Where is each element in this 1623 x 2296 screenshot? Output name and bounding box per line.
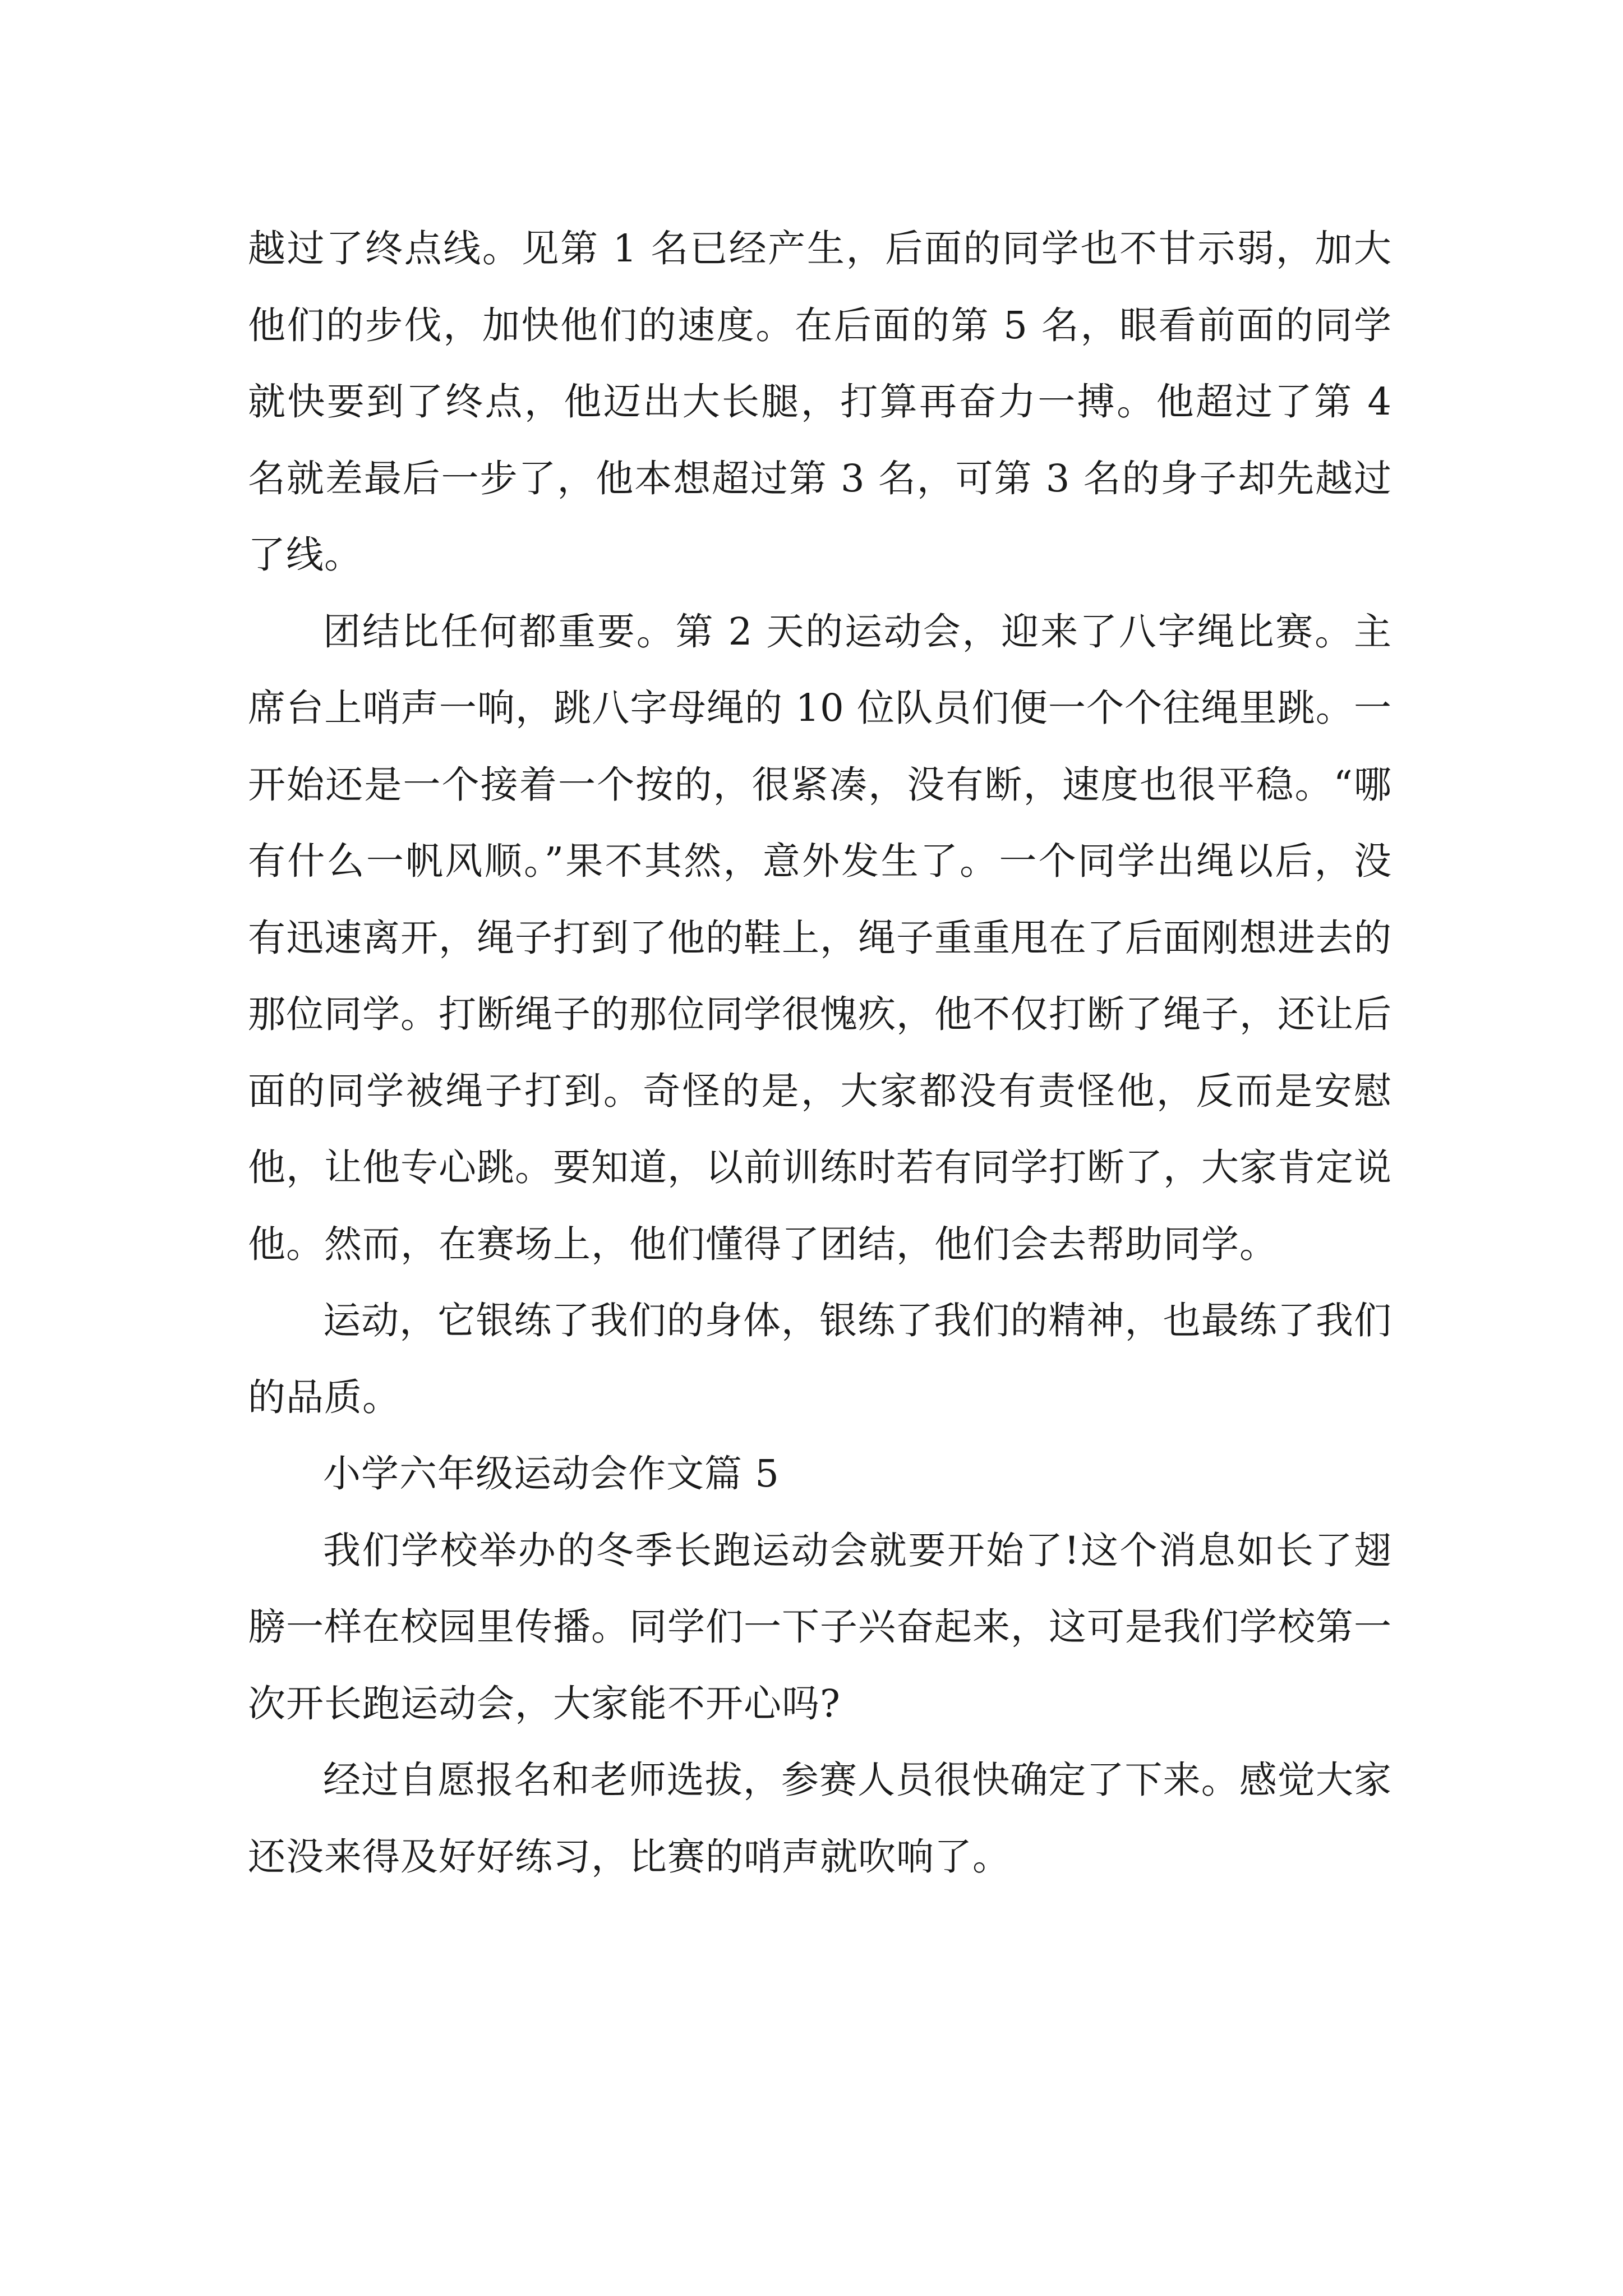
paragraph-5: 经过自愿报名和老师选拔，参赛人员很快确定了下来。感觉大家还没来得及好好练习，比赛的哨声就吹响了。 — [248, 1758, 1392, 1879]
section-heading: 小学六年级运动会作文篇 5 — [323, 1452, 780, 1496]
paragraph-1: 越过了终点线。见第 1 名已经产生，后面的同学也不甘示弱，加大他们的步伐，加快他们的速度。在后面的第 5 名，眼看前面的同学就快要到了终点，他迈出大长腿，打算再奋力一搏。他超过了第 4 名就差最后一步了，他本想超过第 3 名，可第 3 名的身子却先越过了线。 — [248, 227, 1392, 577]
document-body — [248, 210, 1392, 1895]
paragraph-2: 团结比任何都重要。第 2 天的运动会，迎来了八字绳比赛。主席台上哨声一响，跳八字母绳的 10 位队员们便一个个往绳里跳。一开始还是一个接着一个按的，很紧凑，没有断，速度也很平稳。“哪有什么一帆风顺。”果不其然，意外发生了。一个同学出绳以后，没有迅速离开，绳子打到了他的鞋上，绳子重重甩在了后面刚想进去的那位同学。打断绳子的那位同学很愧疚，他不仅打断了绳子，还让后面的同学被绳子打到。奇怪的是，大家都没有责怪他，反而是安慰他，让他专心跳。要知道，以前训练时若有同学打断了，大家肯定说他。然而，在赛场上，他们懂得了团结，他们会去帮助同学。 — [248, 609, 1392, 1266]
paragraph-4: 我们学校举办的冬季长跑运动会就要开始了!这个消息如长了翅膀一样在校园里传播。同学们一下子兴奋起来，这可是我们学校第一次开长跑运动会，大家能不开心吗? — [248, 1528, 1392, 1726]
paragraph-3: 运动，它银练了我们的身体，银练了我们的精神，也最练了我们的品质。 — [248, 1299, 1392, 1419]
